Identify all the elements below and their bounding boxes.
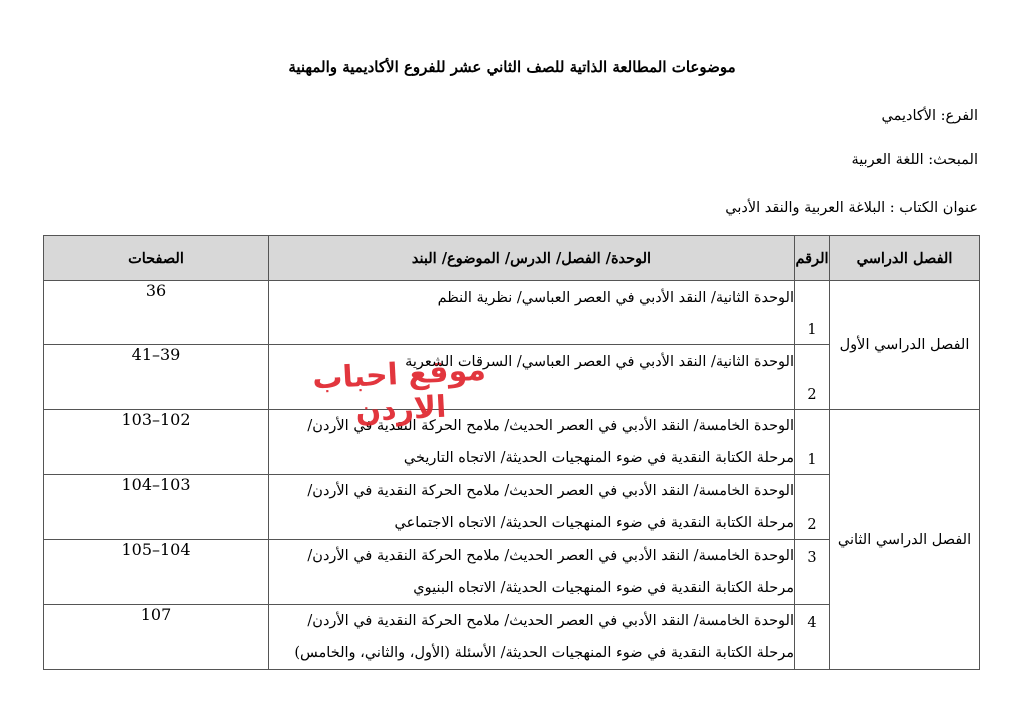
pages-value: 107 — [140, 605, 172, 624]
row-unit — [269, 540, 795, 605]
row-pages — [44, 540, 269, 605]
row-unit — [269, 281, 795, 345]
row-unit — [269, 475, 795, 540]
row-number: 1 — [795, 410, 830, 475]
header-unit: الوحدة/ الفصل/ الدرس/ الموضوع/ البند — [269, 236, 795, 281]
topics-table — [43, 235, 980, 670]
subject-label: المبحث: اللغة العربية — [851, 152, 978, 168]
row-pages — [44, 281, 269, 345]
row-unit — [269, 605, 795, 670]
unit-line: مرحلة الكتابة النقدية في ضوء المنهجيات الحديثة/ الاتجاه الاجتماعي — [394, 515, 794, 531]
pages-value: 36 — [145, 281, 167, 300]
book-title-label: عنوان الكتاب : البلاغة العربية والنقد الأدبي — [725, 200, 978, 216]
row-pages — [44, 605, 269, 670]
site-watermark: موقع احباب الاردن — [311, 352, 487, 430]
pages-value: 104–103 — [121, 475, 191, 494]
row-number: 2 — [795, 475, 830, 540]
unit-line: الوحدة الخامسة/ النقد الأدبي في العصر الحديث/ ملامح الحركة النقدية في الأردن/ — [307, 613, 794, 629]
row-number: 1 — [795, 281, 830, 345]
unit-line: الوحدة الخامسة/ النقد الأدبي في العصر الحديث/ ملامح الحركة النقدية في الأردن/ — [307, 483, 794, 499]
row-pages — [44, 475, 269, 540]
table-row — [44, 281, 980, 345]
unit-line: الوحدة الثانية/ النقد الأدبي في العصر العباسي/ نظرية النظم — [437, 290, 794, 306]
semester-first-cell: الفصل الدراسي الأول — [830, 281, 980, 410]
header-semester: الفصل الدراسي — [830, 236, 980, 281]
row-number: 4 — [795, 605, 830, 670]
row-number: 2 — [795, 345, 830, 410]
unit-line: مرحلة الكتابة النقدية في ضوء المنهجيات الحديثة/ الاتجاه التاريخي — [403, 450, 794, 466]
header-pages: الصفحات — [44, 236, 269, 281]
unit-line: الوحدة الخامسة/ النقد الأدبي في العصر الحديث/ ملامح الحركة النقدية في الأردن/ — [307, 418, 794, 434]
row-pages — [44, 345, 269, 410]
pages-value: 105–104 — [121, 540, 191, 559]
row-pages — [44, 410, 269, 475]
unit-line: مرحلة الكتابة النقدية في ضوء المنهجيات الحديثة/ الاتجاه البنيوي — [413, 580, 794, 596]
branch-label: الفرع: الأكاديمي — [881, 108, 978, 124]
pages-value: 41–39 — [131, 345, 181, 364]
header-number: الرقم — [795, 236, 830, 281]
page-title: موضوعات المطالعة الذاتية للصف الثاني عشر للفروع الأكاديمية والمهنية — [288, 58, 736, 76]
semester-second-cell: الفصل الدراسي الثاني — [830, 410, 980, 670]
pages-value: 103–102 — [121, 410, 191, 429]
row-number: 3 — [795, 540, 830, 605]
unit-line: الوحدة الخامسة/ النقد الأدبي في العصر الحديث/ ملامح الحركة النقدية في الأردن/ — [307, 548, 794, 564]
unit-line: مرحلة الكتابة النقدية في ضوء المنهجيات الحديثة/ الأسئلة (الأول، والثاني، والخامس) — [294, 645, 794, 661]
table-header-row — [44, 236, 980, 281]
unit-line: الوحدة الثانية/ النقد الأدبي في العصر العباسي/ السرقات الشعرية — [405, 354, 794, 370]
